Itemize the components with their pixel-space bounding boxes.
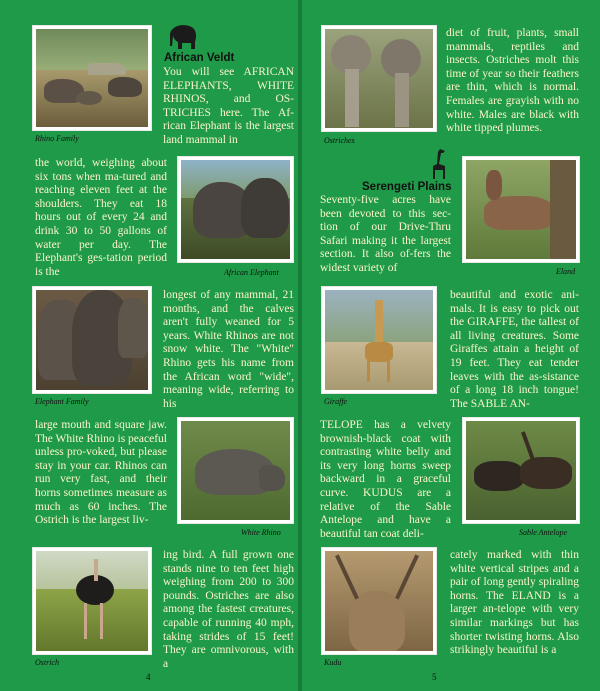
- ostrich-image: [36, 551, 148, 651]
- page-number-left: 4: [146, 672, 151, 682]
- african-veldt-heading: African Veldt: [164, 52, 235, 64]
- rhino-family-image: [36, 29, 148, 127]
- paragraph-8: beautiful and exotic ani-mals. It is easy to pick out the GIRAFFE, the tallest of all living creatures. Some Giraffes attain a height of 19 feet. They eat tender leaves with the as-sistance of a long 18 inch tongue! The SABLE AN-: [450, 289, 579, 410]
- giraffe-image: [325, 290, 433, 390]
- ostriches-caption: Ostriches: [324, 136, 355, 145]
- elephant-silhouette-icon: [168, 24, 200, 50]
- ostrich-caption: Ostrich: [35, 658, 59, 667]
- giraffe-photo: [322, 287, 436, 393]
- elephant-family-caption: Elephant Family: [35, 397, 89, 406]
- elephant-family-image: [36, 290, 148, 390]
- ostrich-photo: [33, 548, 151, 654]
- african-elephant-photo: [178, 157, 293, 262]
- white-rhino-photo: [178, 418, 293, 523]
- elephant-family-photo: [33, 287, 151, 393]
- paragraph-10: cately marked with thin white vertical stripes and a pair of long gently spiraling horns. The ELAND is a larger an-telope with very similar markings but has shorter twisting horns. Also strikingly beautiful is a: [450, 549, 579, 657]
- ostriches-photo: [322, 26, 436, 131]
- sable-antelope-photo: [463, 418, 579, 523]
- white-rhino-caption: White Rhino: [241, 528, 281, 537]
- paragraph-3: longest of any mammal, 21 months, and the calves aren't fully weaned for 5 years. White Rhinos are not snow white. The "White" Rhino gets his name from the African word "wide", meaning wide, referring to his: [163, 289, 294, 410]
- kudu-image: [325, 551, 433, 651]
- giraffe-caption: Giraffe: [324, 397, 348, 406]
- paragraph-4: large mouth and square jaw. The White Rhino is peaceful unless pro-voked, but please stay in your car. Rhinos can run very fast, and their horns sometimes measure as much as 60 inches. The Ostrich is the largest liv-: [35, 419, 167, 527]
- sable-antelope-caption: Sable Antelope: [519, 528, 568, 537]
- right-page: [300, 0, 600, 691]
- paragraph-6: diet of fruit, plants, small mammals, reptiles and insects. Ostriches molt this time of year so their feathers are thin, which is normal. Females are grayish with no white. Males are black with white tipped plumes.: [446, 27, 579, 135]
- page-number-right: 5: [432, 672, 437, 682]
- paragraph-5: ing bird. A full grown one stands nine to ten feet high weighing from 200 to 300 pounds. Ostriches are also among the fastest creatures, capable of running 40 mph, taking strides of 15 feet! They are omnivorous, with a: [163, 549, 294, 670]
- kudu-caption: Kudu: [324, 658, 342, 667]
- paragraph-2: the world, weighing about six tons when ma-tured and reaching eleven feet at the shoulders. They eat 18 hours out of every 24 and drink 30 to 50 gallons of water per day. The Elephant's ges-tation period is the: [35, 157, 167, 278]
- white-rhino-image: [181, 421, 290, 520]
- giraffe-silhouette-icon: [426, 148, 450, 180]
- african-elephant-image: [181, 160, 290, 259]
- eland-photo: [463, 157, 579, 262]
- serengeti-plains-heading: Serengeti Plains: [362, 181, 452, 193]
- african-elephant-caption: African Elephant: [224, 268, 279, 277]
- kudu-photo: [322, 548, 436, 654]
- ostriches-image: [325, 29, 433, 128]
- paragraph-9: TELOPE has a velvety brownish-black coat with contrasting white belly and its very long horns sweep backward in a graceful curve. KUDUS are a relative of the Sable Antelope and have a beautiful tan coat deli-: [320, 419, 451, 540]
- sable-antelope-image: [466, 421, 576, 520]
- paragraph-1: You will see AFRICAN ELEPHANTS, WHITE RHINOS, and OS-TRICHES here. The Af-rican Elephant is the largest land mammal in: [163, 66, 294, 146]
- rhino-family-caption: Rhino Family: [35, 134, 79, 143]
- eland-caption: Eland: [556, 267, 576, 276]
- paragraph-7: Seventy-five acres have been devoted to this sec-tion of our Drive-Thru Safari making it the largest section. It also of-fers the widest variety of: [320, 194, 451, 274]
- rhino-family-photo: [33, 26, 151, 130]
- eland-image: [466, 160, 576, 259]
